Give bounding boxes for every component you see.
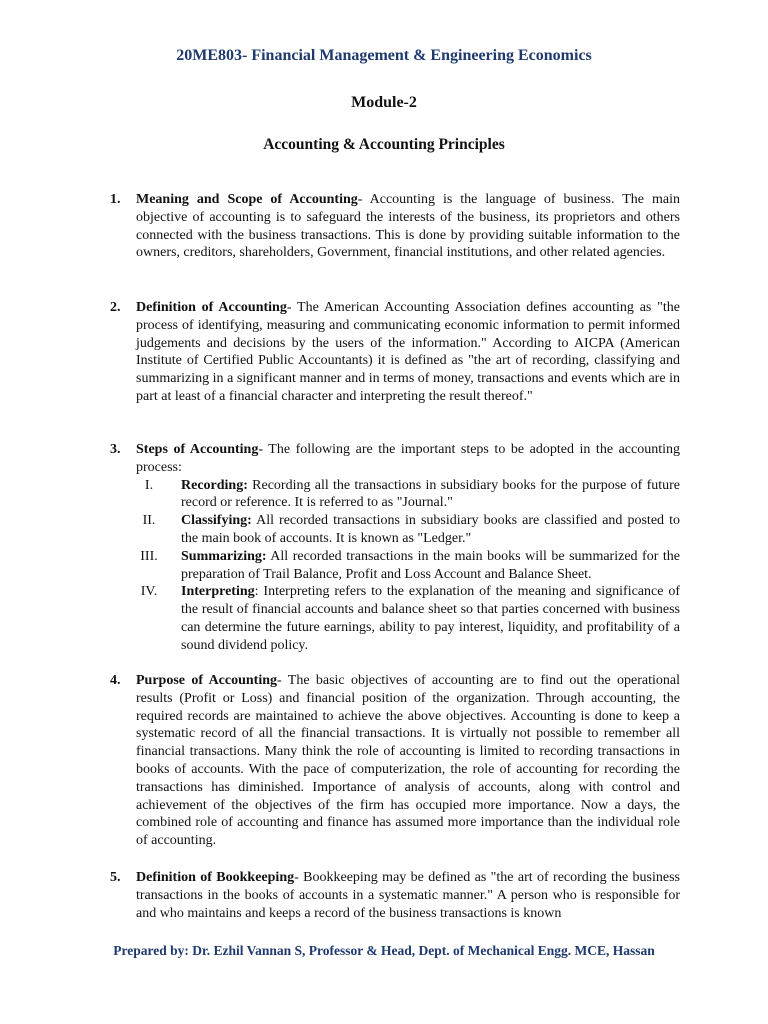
section-number: 2. [110, 300, 121, 315]
section-number: 1. [110, 192, 121, 207]
step-numeral: IV. [140, 584, 158, 600]
section-heading: Steps of Accounting [136, 442, 259, 457]
step-item [136, 583, 680, 654]
section-number: 3. [110, 442, 121, 457]
module-heading: Module-2 [351, 94, 417, 111]
section-body [136, 441, 680, 477]
section-body [136, 191, 680, 262]
section-definition-bookkeeping [110, 869, 680, 922]
step-term: Summarizing: [181, 548, 267, 564]
section-text: - Bookkeeping may be defined as "the art of recording the business transactions in the books of accounts in a systematic manner." A person who is responsible for and who maintains and keeps a record of the business transactions is known [136, 870, 680, 921]
section-body [136, 672, 680, 850]
step-term: Recording: [181, 477, 248, 493]
section-heading: Meaning and Scope of Accounting [136, 192, 358, 207]
section-number: 5. [110, 870, 121, 885]
section-text: - The American Accounting Association defines accounting as "the process of identifying, measuring and communicating economic information to permit informed judgements and decisions by the users of the information." According to AICPA (American Institute of Certified Public Accountants) it is defined as "the art of recording, classifying and summarizing in a significant manner and in terms of money, transactions and events which are in part at least of a financial character and interpreting the result thereof." [136, 300, 680, 404]
section-number: 4. [110, 673, 121, 688]
step-item [136, 548, 680, 584]
page-footer: Prepared by: Dr. Ezhil Vannan S, Professor & Head, Dept. of Mechanical Engg. MCE, Hassan [113, 943, 655, 958]
step-text: : Interpreting refers to the explanation of the meaning and significance of the result of financial accounts and balance sheet so that parties concerned with business can determine the future earnings, ability to pay interest, liquidity, and profitability of a sound dividend policy. [181, 584, 680, 653]
step-item [136, 477, 680, 513]
section-heading: Definition of Bookkeeping [136, 870, 295, 885]
step-numeral: I. [144, 477, 154, 493]
section-heading: Purpose of Accounting [136, 673, 278, 688]
step-item [136, 512, 680, 548]
section-body [136, 869, 680, 922]
step-numeral: III. [140, 548, 158, 564]
step-numeral: II. [142, 513, 156, 529]
section-purpose-accounting [110, 672, 680, 850]
step-text: All recorded transactions in the main books will be summarized for the preparation of Trail Balance, Profit and Loss Account and Balance Sheet. [181, 548, 680, 582]
section-text: - The following are the important steps to be adopted in the accounting process: [136, 442, 680, 475]
step-term: Interpreting [181, 584, 255, 600]
step-term: Classifying: [181, 513, 252, 529]
steps-list [136, 477, 680, 655]
section-text: - The basic objectives of accounting are to find out the operational results (Profit or Loss) and financial position of the organization. Through accounting, the required records are maintained to achieve the above objectives. Accounting is done to keep a systematic record of all the financial transactions. It is virtually not possible to remember all financial transactions. Many think the role of accounting is limited to recording transactions in books of accounts. With the pace of computerization, the role of accounting for recording the transactions has diminished. Importance of analysis of accounts, along with control and achievement of the objectives of the firm has occupied more importance. Now a days, the combined role of accounting and finance has assumed more importance than the individual role of accounting. [136, 673, 680, 849]
section-steps-accounting [110, 441, 680, 655]
step-text: All recorded transactions in subsidiary books are classified and posted to the main book of accounts. It is known as "Ledger." [181, 513, 680, 546]
section-meaning-scope [110, 191, 680, 262]
section-definition-accounting [110, 299, 680, 406]
course-title: 20ME803- Financial Management & Engineering Economics [176, 47, 592, 64]
section-text: - Accounting is the language of business. The main objective of accounting is to safeguard the interests of the business, its proprietors and others connected with the business transactions. This is done by providing suitable information to the owners, creditors, shareholders, Government, financial institutions, and other related agencies. [136, 192, 680, 261]
section-heading: Definition of Accounting [136, 300, 287, 315]
section-body [136, 299, 680, 406]
step-text: Recording all the transactions in subsidiary books for the purpose of future record or reference. It is referred to as "Journal." [181, 477, 680, 511]
section-subtitle: Accounting & Accounting Principles [263, 136, 505, 153]
